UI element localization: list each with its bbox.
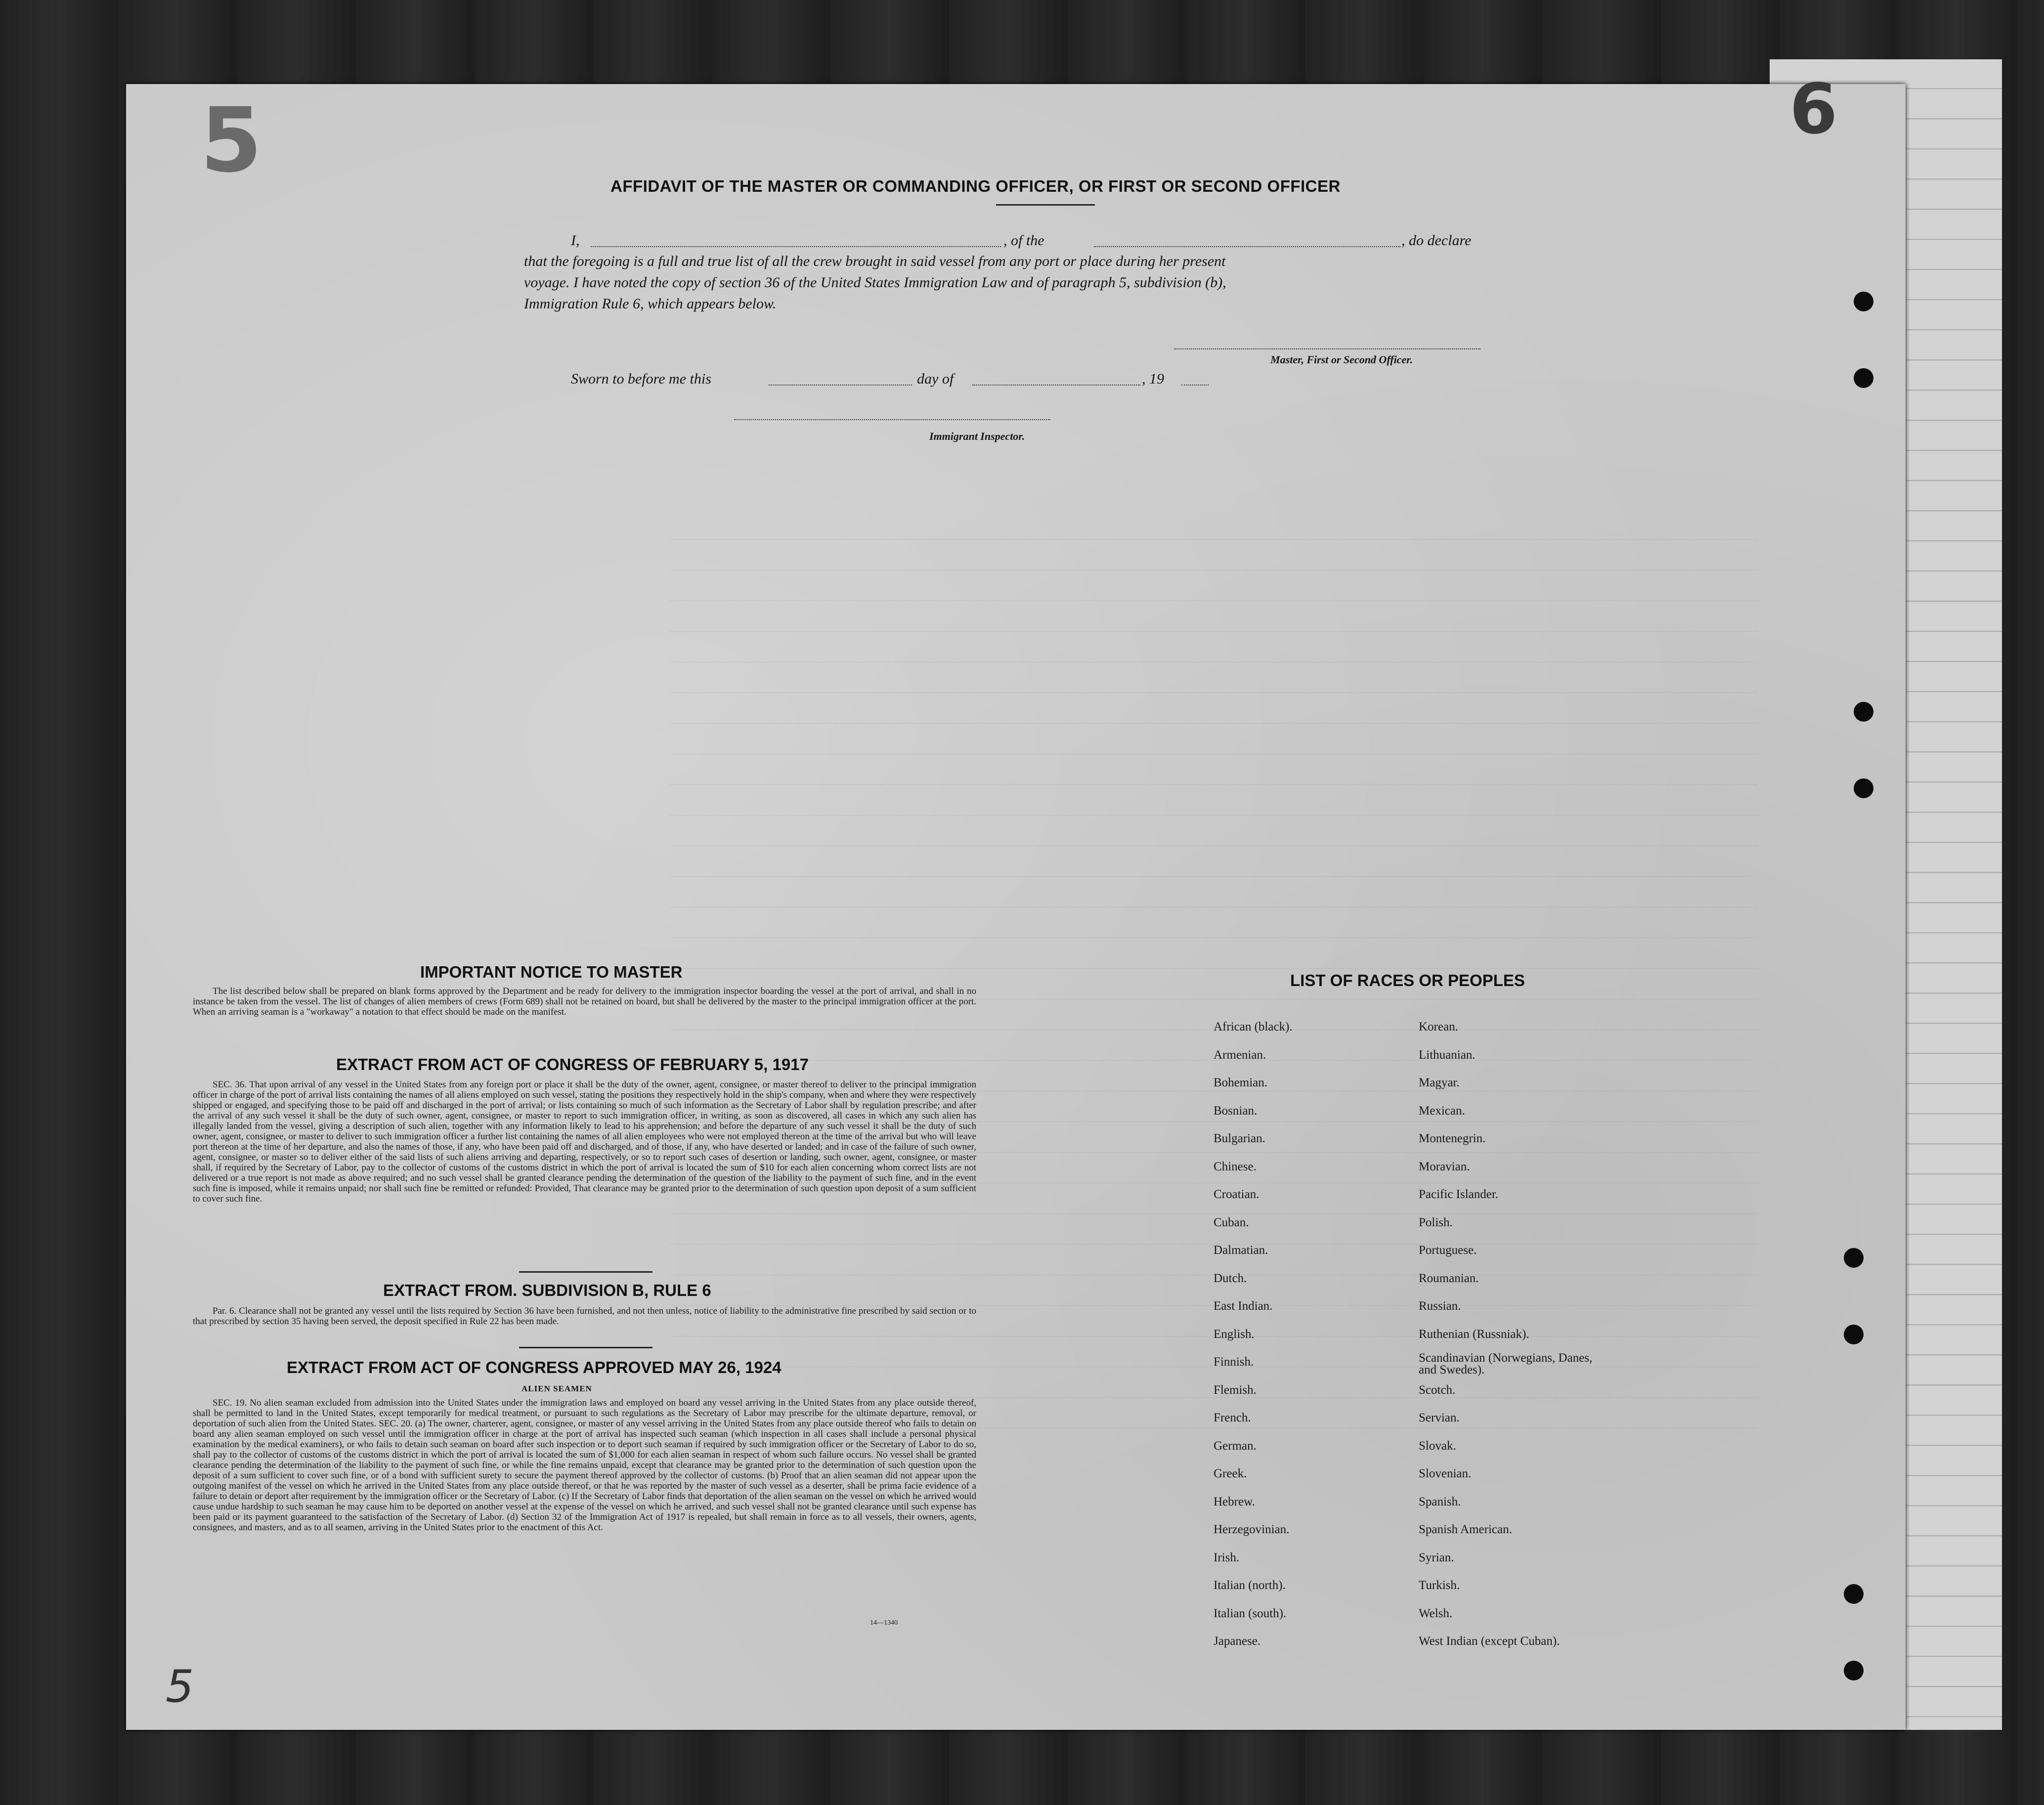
inspector-label: Immigrant Inspector. <box>929 430 1025 442</box>
race-item: West Indian (except Cuban). <box>1419 1634 1560 1648</box>
of-the-label: , of the <box>1003 232 1044 249</box>
race-item: Moravian. <box>1419 1160 1470 1173</box>
affidavit-body-line-1: that the foregoing is a full and true list of all the crew brought in said vessel from any port or place during her present <box>524 253 1226 269</box>
extract-1917-title: EXTRACT FROM ACT OF CONGRESS OF FEBRUARY 5, 1917 <box>336 1055 809 1074</box>
race-item: English. <box>1214 1327 1255 1341</box>
form-number: 14—1340 <box>870 1619 898 1627</box>
race-item: Polish. <box>1419 1215 1453 1229</box>
race-item: Scotch. <box>1419 1383 1456 1397</box>
race-item: Bosnian. <box>1214 1104 1258 1117</box>
race-item: Magyar. <box>1419 1076 1460 1089</box>
race-item: African (black). <box>1214 1020 1293 1033</box>
sworn-year-field[interactable] <box>1181 385 1209 386</box>
race-item: Armenian. <box>1214 1048 1266 1062</box>
race-item: Pacific Islander. <box>1419 1188 1499 1201</box>
extract-rule6-body: Par. 6. Clearance shall not be granted any vessel until the lists required by Section 36 have been furnished, and not then unless, notice of liability to the administrative fine prescribed by said section or to that prescribed by section 35 having been served, the deposit specified in Rule 22 has been made. <box>193 1306 976 1327</box>
race-item: Cuban. <box>1214 1215 1249 1229</box>
race-item: Japanese. <box>1214 1634 1261 1648</box>
notice-title: IMPORTANT NOTICE TO MASTER <box>420 963 683 981</box>
inspector-signature-field[interactable] <box>734 419 1050 420</box>
race-item: Bulgarian. <box>1214 1132 1265 1145</box>
race-item: Hebrew. <box>1214 1495 1255 1508</box>
race-item: Bohemian. <box>1214 1076 1268 1089</box>
page-number-stamp: 5 <box>200 89 262 192</box>
races-column-2 <box>1419 1013 1626 1656</box>
i-label: I, <box>571 232 580 249</box>
do-declare-label: , do declare <box>1401 232 1472 249</box>
punch-hole <box>1844 1248 1864 1268</box>
punch-hole <box>1844 1325 1864 1344</box>
race-item: Montenegrin. <box>1419 1132 1486 1145</box>
race-item: Croatian. <box>1214 1188 1260 1201</box>
punch-hole <box>1854 778 1873 798</box>
race-item: Turkish. <box>1419 1579 1460 1592</box>
race-item: Italian (south). <box>1214 1606 1287 1620</box>
vessel-name-field[interactable] <box>1094 246 1400 247</box>
affidavit-title: AFFIDAVIT OF THE MASTER OR COMMANDING OFFICER, OR FIRST OR SECOND OFFICER <box>610 177 1341 195</box>
race-item: Mexican. <box>1419 1104 1465 1117</box>
race-item: Syrian. <box>1419 1550 1454 1564</box>
title-rule <box>996 204 1095 206</box>
officer-name-field[interactable] <box>591 246 1001 247</box>
master-signature-field[interactable] <box>1174 348 1480 349</box>
extract-1924-body: SEC. 19. No alien seaman excluded from admission into the United States under the immigration laws and employed on board any vessel arriving in the United States from any place outside thereof, shall be permitted to land in the United States, except temporarily for medical treatment, or pursuant to such regulations as the Secretary of Labor may prescribe for the ultimate departure, removal, or deportation of such alien from the United States. SEC. 20. (a) The owner, charterer, agent, consignee, or master of any vessel arriving in the United States from any place outside thereof who fails to detain on board any alien seaman employed on such vessel until the immigration officer in charge at the port of arrival has inspected such seaman (which inspection in all cases shall include a personal physical examination by the medical examiners), or who fails to detain such seaman on board after such inspection or to deport such seaman if required by such immigration officer or the Secretary of Labor to do so, shall pay to the collector of customs of the customs district in which the port of arrival is located the sum of $1,000 for each alien seaman in respect of whom such failure occurs. No vessel shall be granted clearance pending the determination of the liability to the payment of such fine, or while the fine remains unpaid, except that clearance may be granted prior to the determination of such question upon the deposit of a sum sufficient to cover such fine, or of a bond with sufficient surety to secure the payment thereof approved by the collector of customs. (b) Proof that an alien seaman did not appear upon the outgoing manifest of the vessel on which he arrived in the United States from any place outside thereof, or that he was reported by the master of such vessel as a deserter, shall be prima facie evidence of a failure to detain or deport after requirement by the immigration officer or the Secretary of Labor. (c) If the Secretary of Labor finds that deportation of the alien seaman on the vessel on which he arrived would cause undue hardship to such seaman he may cause him to be deported on another vessel at the expense of the vessel on which he arrived, and such vessel shall not be granted clearance until such expense has been paid or its payment guaranteed to the satisfaction of the Secretary of Labor. (d) Section 32 of the Immigration Act of 1917 is repealed, but shall remain in force as to all vessels, their owners, agents, consignees, and masters, and as to all seamen, arriving in the United States prior to the enactment of this Act. <box>193 1398 976 1533</box>
race-item: East Indian. <box>1214 1299 1273 1313</box>
section-rule <box>519 1347 652 1348</box>
race-item: Finnish. <box>1214 1355 1254 1369</box>
race-item: Welsh. <box>1419 1606 1453 1620</box>
sworn-label: Sworn to before me this <box>571 371 711 387</box>
race-item: French. <box>1214 1411 1251 1424</box>
day-of-label: day of <box>917 371 954 387</box>
race-item: German. <box>1214 1439 1257 1453</box>
race-item: Italian (north). <box>1214 1579 1286 1592</box>
race-item: Servian. <box>1419 1411 1460 1424</box>
sworn-month-field[interactable] <box>972 385 1140 386</box>
race-item: Herzegovinian. <box>1214 1523 1290 1536</box>
races-title: LIST OF RACES OR PEOPLES <box>1290 971 1525 989</box>
race-item: Chinese. <box>1214 1160 1257 1173</box>
race-item: Scandinavian (Norwegians, Danes, and Swedes). <box>1419 1351 1593 1376</box>
punch-hole <box>1844 1584 1864 1604</box>
race-item: Slovak. <box>1419 1439 1456 1453</box>
extract-1924-subtitle: ALIEN SEAMEN <box>522 1384 592 1393</box>
extract-1924-title: EXTRACT FROM ACT OF CONGRESS APPROVED MAY 26, 1924 <box>287 1358 782 1376</box>
race-item: Lithuanian. <box>1419 1048 1476 1062</box>
manifest-page <box>126 69 1906 1730</box>
margin-handwritten-mark: 5 <box>166 1661 194 1713</box>
extract-1917-body: SEC. 36. That upon arrival of any vessel in the United States from any foreign port or place it shall be the duty of the owner, agent, consignee, or master thereof to deliver to the principal immigration officer in charge of the port of arrival lists containing the names of all aliens employed on such vessel, stating the positions they respectively hold in the ship's company, when and where they were respectively shipped or engaged, and specifying those to be paid off and discharged in the port of arrival; or lists containing so much of such information as the Secretary of Labor shall by regulation prescribe; and after the arrival of any such vessel it shall be the duty of such owner, agent, consignee, or master to report to such immigration officer, in writing, as soon as discovered, all cases in which any such alien has illegally landed from the vessel, giving a description of such alien, together with any information likely to lead to his apprehension; and before the departure of any such vessel it shall be the duty of such owner, agent, consignee, or master to deliver to such immigration officer a further list containing the names of all alien employees who were not employed thereon at the time of the arrival but who will leave port thereon at the time of her departure, and also the names of those, if any, who have been paid off and discharged, and of those, if any, who have deserted or landed; and in case of the failure of such owner, agent, consignee, or master so to deliver either of the said lists of such aliens arriving and departing, respectively, or so to report such cases of desertion or landing, such owner, agent, consignee, or master shall, if required by the Secretary of Labor, pay to the collector of customs of the customs district in which the port of arrival is located the sum of $10 for each alien concerning whom correct lists are not delivered or a true report is not made as above required; and no such vessel shall be granted clearance pending the determination of the question of the liability to the payment of such fine, and in the event such fine is imposed, while it remains unpaid; nor shall such fine be remitted or refunded: Provided, That clearance may be granted prior to the determination of such question upon deposit of a sum sufficient to cover such fine. <box>193 1079 976 1204</box>
affidavit-body-line-2: voyage. I have noted the copy of section 36 of the United States Immigration Law and of paragraph 5, subdivision (b), <box>524 274 1226 291</box>
punch-hole <box>1844 1661 1864 1680</box>
extract-rule6-title: EXTRACT FROM. SUBDIVISION B, RULE 6 <box>383 1281 711 1299</box>
race-item: Ruthenian (Russniak). <box>1419 1327 1529 1341</box>
master-signature-label: Master, First or Second Officer. <box>1270 353 1413 366</box>
race-item: Russian. <box>1419 1299 1461 1313</box>
race-item: Irish. <box>1214 1550 1240 1564</box>
sworn-day-field[interactable] <box>769 385 912 386</box>
year-label: , 19 <box>1142 371 1164 387</box>
race-item: Spanish. <box>1419 1495 1461 1508</box>
race-item: Portuguese. <box>1419 1244 1477 1257</box>
notice-body: The list described below shall be prepared on blank forms approved by the Department and be ready for delivery to the immigration inspector boarding the vessel at the port of arrival, and shall in no instance be taken from the vessel. The list of changes of alien members of crews (Form 689) shall not be retained on board, but shall be delivered by the master to the principal immigration officer at the port. When an arriving seaman is a "workaway" a notation to that effect should be made on the manifest. <box>193 986 976 1017</box>
punch-hole <box>1854 702 1873 722</box>
punch-hole <box>1854 292 1873 311</box>
affidavit-body-line-3: Immigration Rule 6, which appears below. <box>524 296 777 312</box>
section-rule <box>519 1271 652 1273</box>
race-item: Flemish. <box>1214 1383 1257 1397</box>
race-item: Dalmatian. <box>1214 1244 1268 1257</box>
race-item: Dutch. <box>1214 1271 1247 1285</box>
corner-number-stamp: 6 <box>1789 69 1838 150</box>
race-item: Korean. <box>1419 1020 1458 1033</box>
race-item: Spanish American. <box>1419 1523 1512 1536</box>
race-item: Roumanian. <box>1419 1271 1479 1285</box>
punch-hole <box>1854 368 1873 388</box>
race-item: Greek. <box>1214 1467 1247 1480</box>
race-item: Slovenian. <box>1419 1467 1472 1480</box>
